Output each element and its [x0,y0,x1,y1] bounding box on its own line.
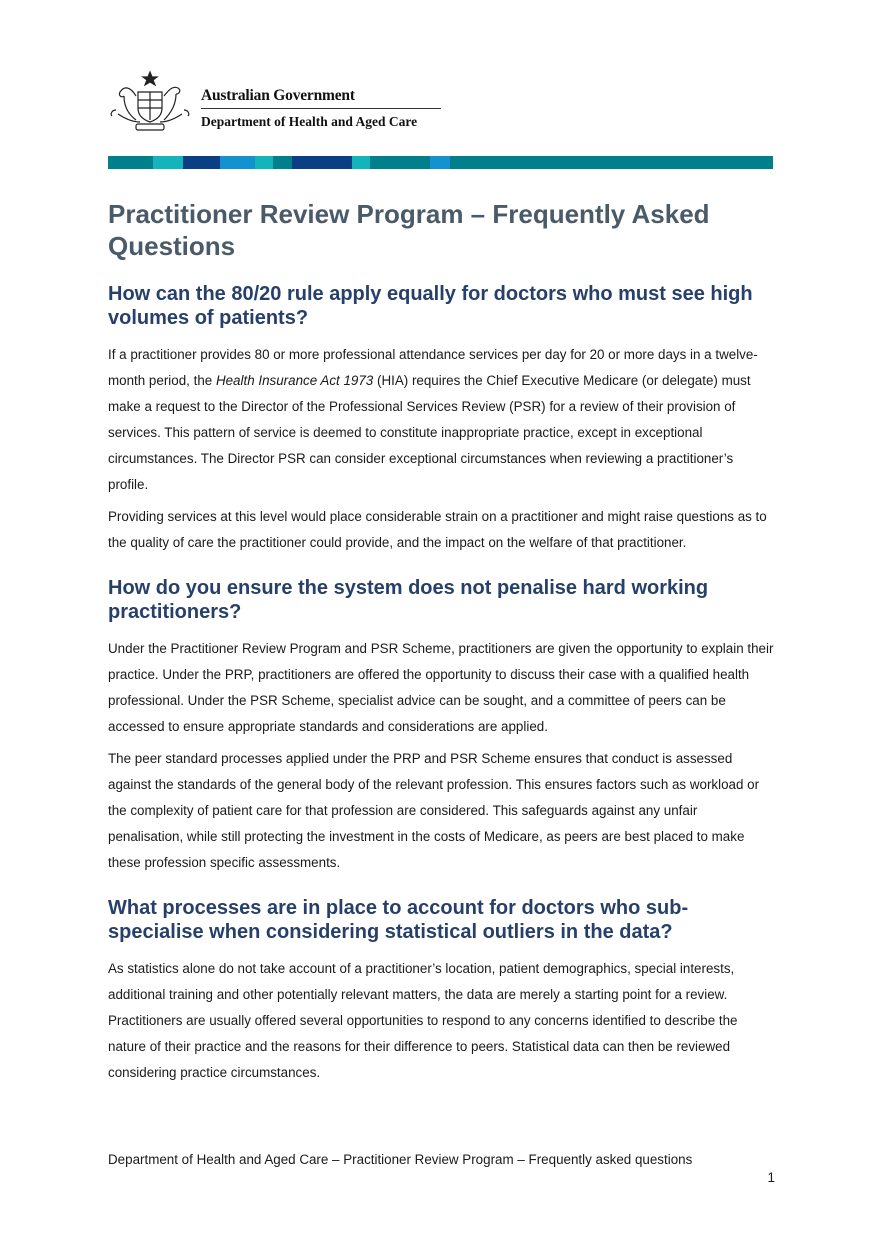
decorative-color-band [108,156,773,169]
band-segment [273,156,292,169]
band-segment [370,156,430,169]
band-segment [220,156,255,169]
faq-content [108,282,774,1106]
faq-answer-paragraph: Providing services at this level would place considerable strain on a practitioner and might raise questions as to the quality of care the practitioner could provide, and the impact on the welfare of that practitioner. [108,509,767,550]
band-segment [450,156,773,169]
band-segment [108,156,153,169]
faq-answer-paragraph [108,342,774,498]
faq-question: How can the 80/20 rule apply equally for doctors who must see high volumes of patients? [108,283,753,329]
page-number: 1 [767,1170,775,1185]
band-segment [183,156,220,169]
coat-of-arms-icon [108,70,192,134]
government-name: Australian Government [201,87,355,104]
faq-answer-paragraph: Under the Practitioner Review Program and PSR Scheme, practitioners are given the opportunity to explain their practice. Under the PRP, practitioners are offered the opportunity to discuss their case with a qualified health professional. Under the PSR Scheme, specialist advice can be sought, and a committee of peers can be accessed to ensure appropriate standards and considerations are applied. [108,641,774,734]
faq-question: How do you ensure the system does not penalise hard working practitioners? [108,577,709,623]
faq-section [108,576,774,876]
faq-section [108,896,774,1086]
page-title: Practitioner Review Program – Frequently Asked Questions [108,199,710,261]
faq-question: What processes are in place to account for doctors who sub-specialise when considering statistical outliers in the data? [108,897,689,943]
faq-answer-paragraph: As statistics alone do not take account of a practitioner’s location, patient demographics, special interests, additional training and other potentially relevant matters, the data are merely a starting point for a review. Practitioners are usually offered several opportunities to respond to any concerns identified to describe the nature of their practice and the reasons for their difference to peers. Statistical data can then be reviewed considering practice circumstances. [108,961,738,1080]
band-segment [292,156,352,169]
department-name: Department of Health and Aged Care [201,114,418,129]
faq-answer-paragraph: The peer standard processes applied under the PRP and PSR Scheme ensures that conduct is assessed against the standards of the general body of the relevant profession. This ensures factors such as workload or the complexity of patient care for that profession are considered. This safeguards against any unfair penalisation, while still protecting the investment in the costs of Medicare, as peers are best placed to make these profession specific assessments. [108,751,760,870]
band-segment [153,156,183,169]
answer-text: (HIA) requires the Chief Executive Medicare (or delegate) must make a request to the Director of the Professional Services Review (PSR) for a review of their provision of services. This pattern of service is deemed to constitute inappropriate practice, except in exceptional circumstances. The Director PSR can consider exceptional circumstances when reviewing a practitioner’s profile. [108,373,751,492]
band-segment [352,156,370,169]
answer-text: If a practitioner provides 80 or more professional attendance services per day for 20 or more days in a twelve-month period, the [108,347,758,388]
government-header [108,70,448,134]
header-divider [201,108,441,109]
band-segment [430,156,450,169]
band-segment [255,156,273,169]
faq-section [108,282,774,556]
act-title: Health Insurance Act 1973 [215,373,374,388]
footer-text: Department of Health and Aged Care – Practitioner Review Program – Frequently asked questions [108,1152,693,1167]
